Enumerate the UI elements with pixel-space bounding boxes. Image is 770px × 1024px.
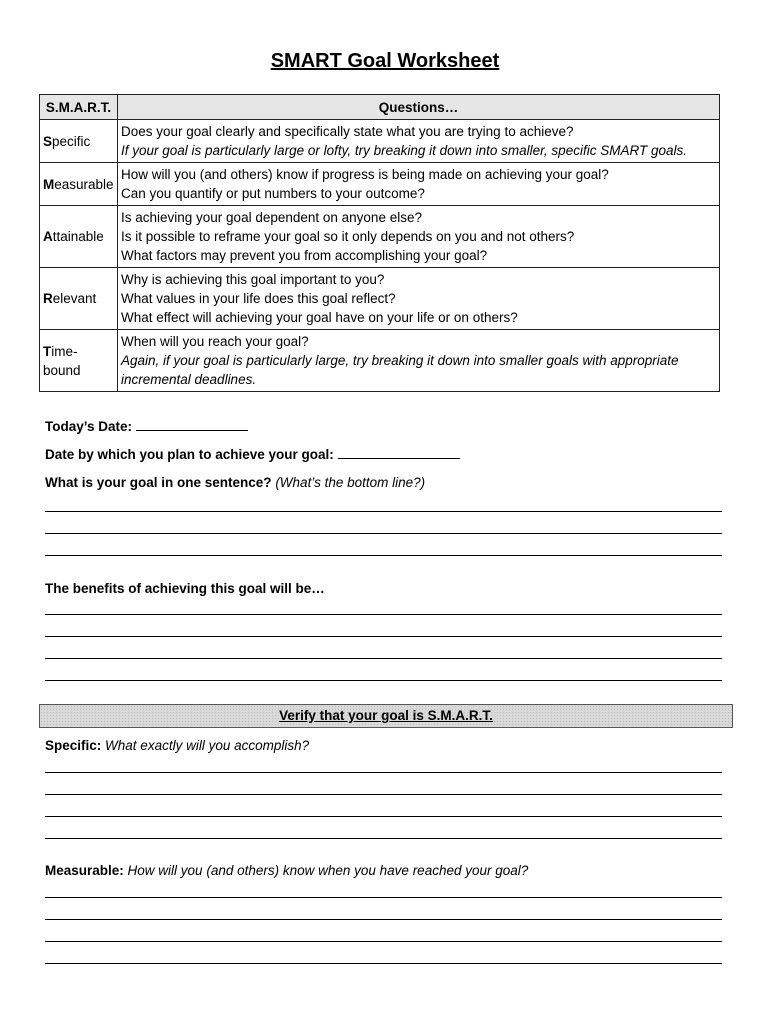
goal-answer-line[interactable] — [45, 511, 722, 512]
criterion-initial: S — [43, 133, 53, 149]
criterion-questions — [118, 330, 720, 392]
todays-date-blank[interactable] — [136, 418, 248, 431]
measurable-answer-line[interactable] — [45, 897, 722, 898]
table-row — [40, 330, 720, 392]
goal-answer-line[interactable] — [45, 555, 722, 556]
question-line: How will you (and others) know if progress is being made on achieving your goal? — [121, 167, 609, 182]
goal-sentence-label: What is your goal in one sentence? — [45, 475, 272, 490]
benefits-field — [45, 581, 325, 596]
table-row — [40, 268, 720, 330]
question-line: When will you reach your goal? — [121, 334, 309, 349]
specific-hint: What exactly will you accomplish? — [105, 738, 310, 753]
measurable-field — [45, 863, 528, 878]
criterion-questions — [118, 268, 720, 330]
benefits-answer-line[interactable] — [45, 636, 722, 637]
table-row — [40, 206, 720, 268]
measurable-label: Measurable: — [45, 863, 124, 878]
goal-answer-line[interactable] — [45, 533, 722, 534]
specific-answer-line[interactable] — [45, 816, 722, 817]
question-line: Again, if your goal is particularly large, try breaking it down into smaller goals with appropriate — [121, 353, 679, 368]
verify-banner: Verify that your goal is S.M.A.R.T. — [39, 704, 733, 728]
criterion-rest: elevant — [52, 291, 97, 306]
measurable-answer-line[interactable] — [45, 919, 722, 920]
benefits-label: The benefits of achieving this goal will be… — [45, 581, 325, 596]
criterion-questions — [118, 206, 720, 268]
target-date-blank[interactable] — [338, 446, 460, 459]
table-header-row — [40, 95, 720, 120]
criterion-questions — [118, 163, 720, 206]
header-questions: Questions… — [118, 95, 720, 120]
measurable-answer-line[interactable] — [45, 941, 722, 942]
criterion-initial: M — [43, 176, 55, 192]
question-line: Is achieving your goal dependent on anyone else? — [121, 210, 422, 225]
question-line: incremental deadlines. — [121, 372, 257, 387]
criterion-rest: pecific — [52, 133, 91, 149]
header-smart: S.M.A.R.T. — [40, 95, 118, 120]
smart-criterion — [40, 120, 118, 163]
criterion-initial: R — [43, 291, 53, 306]
table-row — [40, 163, 720, 206]
todays-date-field — [45, 418, 248, 434]
criterion-rest: easurable — [54, 176, 114, 192]
page-title: SMART Goal Worksheet — [270, 50, 500, 72]
question-line: Does your goal clearly and specifically state what you are trying to achieve? — [121, 124, 574, 139]
question-line: What values in your life does this goal reflect? — [121, 291, 396, 306]
table-row — [40, 120, 720, 163]
question-line: Why is achieving this goal important to you? — [121, 272, 385, 287]
specific-label: Specific: — [45, 738, 102, 753]
benefits-answer-line[interactable] — [45, 658, 722, 659]
smart-criterion — [40, 330, 118, 392]
question-line: What effect will achieving your goal have on your life or on others? — [121, 310, 518, 325]
smart-table — [39, 94, 720, 392]
benefits-answer-line[interactable] — [45, 614, 722, 615]
criterion-rest: ttainable — [52, 229, 104, 244]
goal-sentence-hint: (What’s the bottom line?) — [275, 475, 426, 490]
specific-answer-line[interactable] — [45, 794, 722, 795]
criterion-initial: A — [43, 229, 53, 244]
criterion-rest: ime-bound — [43, 343, 81, 378]
specific-answer-line[interactable] — [45, 838, 722, 839]
question-line: Is it possible to reframe your goal so it only depends on you and not others? — [121, 229, 575, 244]
specific-answer-line[interactable] — [45, 772, 722, 773]
todays-date-label: Today’s Date: — [45, 419, 133, 434]
question-line: If your goal is particularly large or lofty, try breaking it down into smaller, specific SMART goals. — [121, 143, 687, 158]
criterion-questions — [118, 120, 720, 163]
specific-field — [45, 738, 309, 753]
target-date-field — [45, 446, 460, 462]
benefits-answer-line[interactable] — [45, 680, 722, 681]
measurable-hint: How will you (and others) know when you have reached your goal? — [127, 863, 529, 878]
question-line: Can you quantify or put numbers to your outcome? — [121, 186, 425, 201]
goal-sentence-field — [45, 475, 425, 490]
smart-criterion — [40, 163, 118, 206]
target-date-label: Date by which you plan to achieve your goal: — [45, 447, 334, 462]
smart-criterion — [40, 206, 118, 268]
measurable-answer-line[interactable] — [45, 963, 722, 964]
criterion-initial: T — [43, 343, 52, 359]
smart-criterion — [40, 268, 118, 330]
question-line: What factors may prevent you from accomplishing your goal? — [121, 248, 488, 263]
